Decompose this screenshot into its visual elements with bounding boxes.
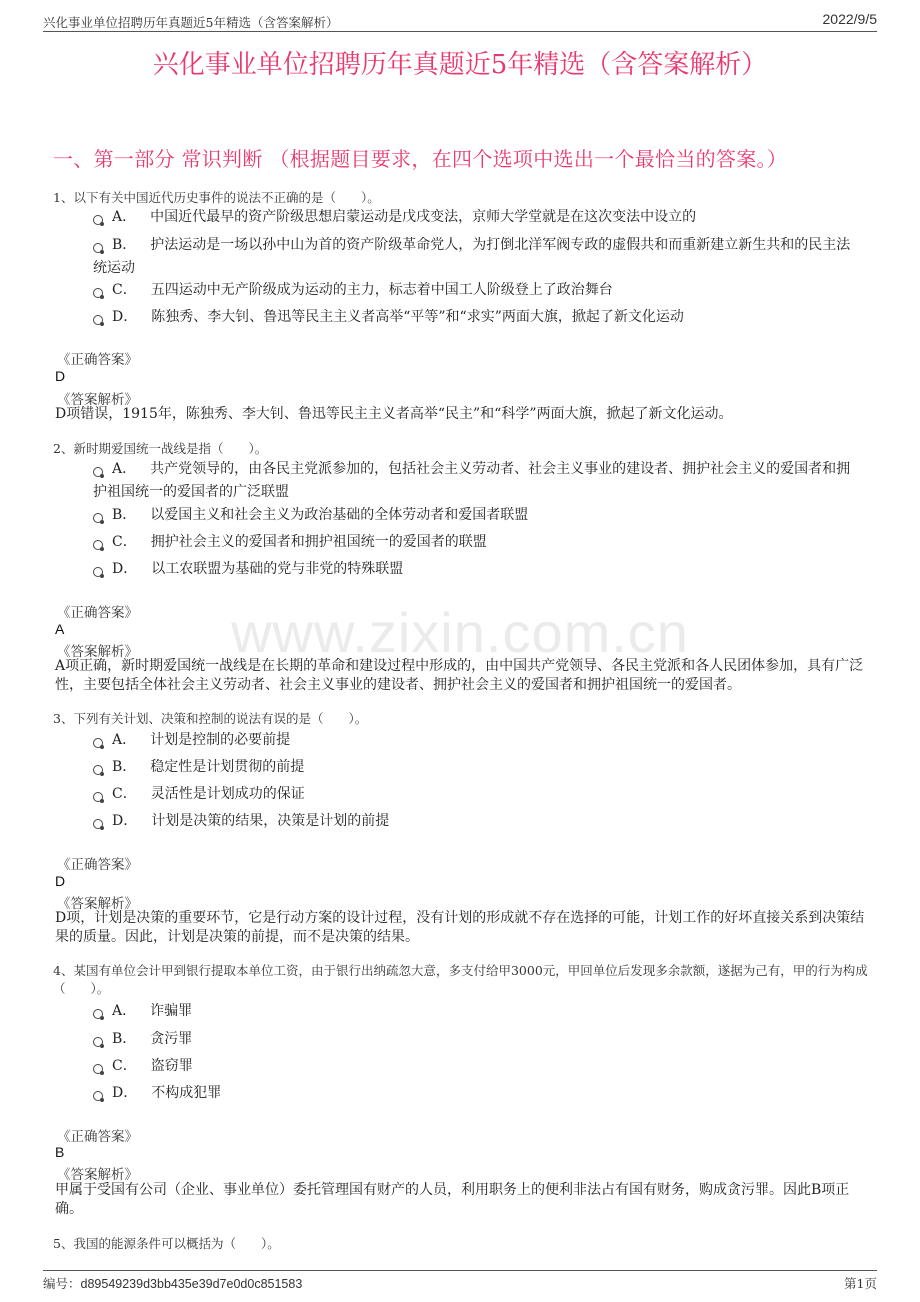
header-date: 2022/9/5 — [822, 11, 877, 27]
option-item[interactable]: B． 护法运动是一场以孙中山为首的资产阶级革命党人，为打倒北洋军阀专政的虚假共和而重新建立新生共和的民主法统运动 — [93, 237, 851, 276]
radio-icon[interactable] — [93, 1009, 103, 1019]
explanation-label: 《答案解析》 — [57, 1167, 138, 1183]
answer-label: 《正确答案》 — [57, 1129, 138, 1145]
radio-icon[interactable] — [93, 819, 103, 829]
radio-icon[interactable] — [93, 243, 103, 253]
radio-icon[interactable] — [93, 1037, 103, 1047]
option-item[interactable]: C． 拥护社会主义的爱国者和拥护祖国统一的爱国者的联盟 — [93, 531, 863, 554]
answer-label: 《正确答案》 — [57, 352, 138, 368]
question-stem: 3、下列有关计划、决策和控制的说法有误的是（ ）。 — [53, 711, 368, 726]
page-footer — [43, 1270, 877, 1291]
question-stem: 1、以下有关中国近代历史事件的说法不正确的是（ ）。 — [53, 190, 380, 205]
option-item[interactable]: D． 以工农联盟为基础的党与非党的特殊联盟 — [93, 558, 863, 581]
answer-label: 《正确答案》 — [57, 605, 138, 621]
watermark: www.zixin.com.cn — [231, 601, 689, 664]
explanation-text: D项错误，1915年，陈独秀、李大钊、鲁迅等民主主义者高举“民主”和“科学”两面大旗，掀起了新文化运动。 — [55, 406, 733, 422]
question-stem: 4、某国有单位会计甲到银行提取本单位工资，由于银行出纳疏忽大意，多支付给甲3000元，甲回单位后发现多余款额，遂据为己有，甲的行为构成（ ）。 — [53, 963, 868, 996]
radio-icon[interactable] — [93, 765, 103, 775]
radio-icon[interactable] — [93, 467, 103, 477]
answer-value: B — [55, 1144, 65, 1160]
radio-icon[interactable] — [93, 567, 103, 577]
answer-value: D — [55, 873, 66, 889]
option-item[interactable]: D． 不构成犯罪 — [93, 1082, 863, 1105]
explanation-text: A项正确，新时期爱国统一战线是在长期的革命和建设过程中形成的，由中国共产党领导、各民主党派和各人民团体参加，具有广泛性，主要包括全体社会主义劳动者、社会主义事业的建设者、拥护社会主义的爱国者和拥护祖国统一的爱国者。 — [55, 658, 864, 693]
explanation-label: 《答案解析》 — [57, 644, 138, 660]
option-item[interactable]: B． 贪污罪 — [93, 1028, 863, 1051]
section-heading: 一、第一部分 常识判断 （根据题目要求，在四个选项中选出一个最恰当的答案。） — [53, 147, 788, 171]
explanation-label: 《答案解析》 — [57, 896, 138, 912]
explanation-label: 《答案解析》 — [57, 392, 138, 408]
radio-icon[interactable] — [93, 513, 103, 523]
option-item[interactable]: D． 陈独秀、李大钊、鲁迅等民主主义者高举“平等”和“求实”两面大旗，掀起了新文化运动 — [93, 306, 863, 329]
option-item[interactable]: C． 盗窃罪 — [93, 1055, 863, 1078]
radio-icon[interactable] — [93, 540, 103, 550]
radio-icon[interactable] — [93, 288, 103, 298]
document-title: 兴化事业单位招聘历年真题近5年精选（含答案解析） — [152, 50, 768, 80]
radio-icon[interactable] — [93, 792, 103, 802]
question-stem: 5、我国的能源条件可以概括为（ ）。 — [53, 1236, 280, 1251]
option-item[interactable]: A． 共产党领导的，由各民主党派参加的，包括社会主义劳动者、社会主义事业的建设者、拥护社会主义的爱国者和拥护祖国统一的爱国者的广泛联盟 — [93, 461, 851, 500]
option-item[interactable]: A． 计划是控制的必要前提 — [93, 729, 863, 752]
radio-icon[interactable] — [93, 315, 103, 325]
header-doc-title: 兴化事业单位招聘历年真题近5年精选（含答案解析） — [43, 15, 339, 30]
answer-value: D — [55, 368, 66, 384]
option-item[interactable]: B． 稳定性是计划贯彻的前提 — [93, 756, 863, 779]
option-item[interactable]: B． 以爱国主义和社会主义为政治基础的全体劳动者和爱国者联盟 — [93, 504, 863, 527]
answer-value: A — [55, 621, 65, 637]
option-item[interactable]: C． 五四运动中无产阶级成为运动的主力，标志着中国工人阶级登上了政治舞台 — [93, 279, 863, 302]
option-item[interactable]: D． 计划是决策的结果，决策是计划的前提 — [93, 810, 863, 833]
document-code: 编号：d89549239d3bb435e39d7e0d0c851583 — [43, 1276, 303, 1291]
radio-icon[interactable] — [93, 1064, 103, 1074]
option-item[interactable]: C． 灵活性是计划成功的保证 — [93, 783, 863, 806]
option-item[interactable]: A． 中国近代最早的资产阶级思想启蒙运动是戊戌变法，京师大学堂就是在这次变法中设立的 — [93, 206, 863, 229]
explanation-text: D项，计划是决策的重要环节，它是行动方案的设计过程，没有计划的形成就不存在选择的可能，计划工作的好坏直接关系到决策结果的质量。因此，计划是决策的前提，而不是决策的结果。 — [55, 910, 865, 945]
answer-label: 《正确答案》 — [57, 857, 138, 873]
option-item[interactable]: A． 诈骗罪 — [93, 1000, 863, 1023]
page-number: 第1页 — [844, 1276, 877, 1291]
radio-icon[interactable] — [93, 215, 103, 225]
question-stem: 2、新时期爱国统一战线是指（ ）。 — [53, 441, 268, 456]
explanation-text: 甲属于受国有公司（企业、事业单位）委托管理国有财产的人员，利用职务上的便利非法占有国有财务，购成贪污罪。因此B项正确。 — [55, 1182, 850, 1217]
page-header — [43, 9, 877, 32]
radio-icon[interactable] — [93, 738, 103, 748]
radio-icon[interactable] — [93, 1091, 103, 1101]
